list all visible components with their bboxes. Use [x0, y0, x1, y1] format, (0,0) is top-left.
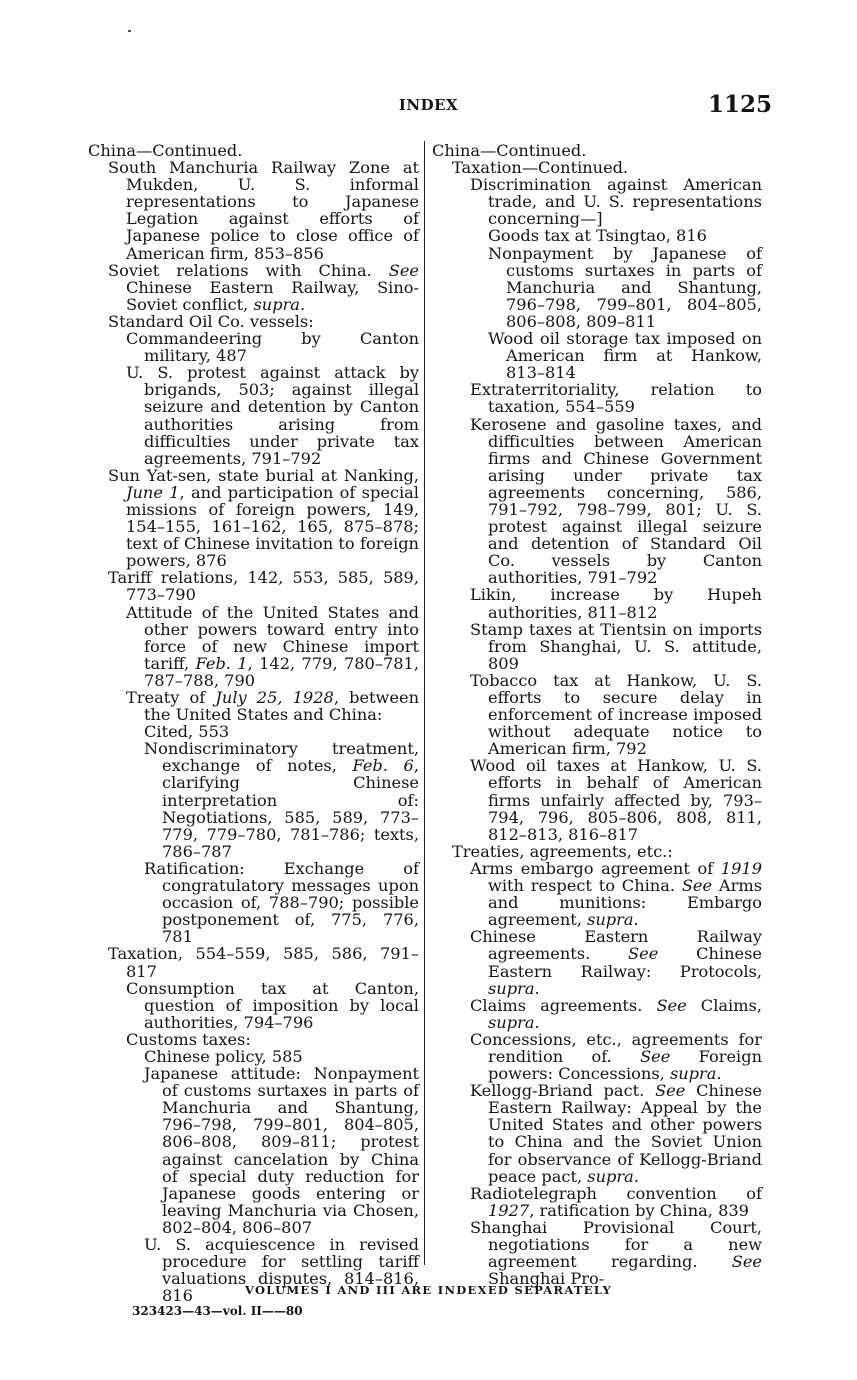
index-entry: Extraterritoriality, relation to taxation, 554–559 [470, 380, 762, 417]
stray-mark [128, 30, 131, 32]
index-entry: Goods tax at Tsingtao, 816 [488, 226, 707, 246]
index-entry: Standard Oil Co. vessels: [108, 311, 314, 331]
index-entry: Discrimination against American trade, and U. S. representations concerning—] [470, 175, 762, 229]
index-entry: Consumption tax at Canton, question of imposition by local authorities, 794–796 [126, 978, 419, 1032]
index-entry: Stamp taxes at Tientsin on imports from Shanghai, U. S. attitude, 809 [470, 619, 762, 673]
index-entry: Taxation—Continued. [452, 158, 629, 178]
index-column-right [432, 142, 762, 1287]
index-entry: Chinese Eastern Railway agreements. See Chinese Eastern Railway: Protocols, supra. [470, 927, 762, 998]
index-entry: Kerosene and gasoline taxes, and difficulties between American firms and Chinese Government arising under private tax agreements concerning, 586, 791–792, 798–799, 801; U. S. protest against illegal seizure and detention of Standard Oil Co. vessels by Canton authorities, 791–792 [470, 414, 762, 588]
index-entry: Cited, 553 [144, 722, 230, 742]
index-entry: Soviet relations with China. See Chinese Eastern Railway, Sino-Soviet conflict, supra. [108, 260, 419, 314]
index-entry: Chinese policy, 585 [144, 1046, 303, 1066]
index-entry: Nondiscriminatory treatment, exchange of notes, Feb. 6, clarifying Chinese interpretation of: Negotiations, 585, 589, 773–779, 779–780, 781–786; texts, 786–787 [144, 739, 419, 861]
footer-note: VOLUMES I AND III ARE INDEXED SEPARATELY [244, 1283, 613, 1297]
index-entry: Likin, increase by Hupeh authorities, 811–812 [470, 585, 762, 622]
index-entry: Tariff relations, 142, 553, 585, 589, 773–790 [108, 568, 419, 605]
index-entry: Arms embargo agreement of 1919 with respect to China. See Arms and munitions: Embargo agreement, supra. [470, 858, 762, 930]
index-entry: Concessions, etc., agreements for rendition of. See Foreign powers: Concessions, supra. [470, 1029, 762, 1084]
index-entry: Claims agreements. See Claims, supra. [470, 995, 763, 1032]
index-entry: Sun Yat-sen, state burial at Nanking, June 1, and participation of special missions of foreign powers, 149, 154–155, 161–162, 165, 875–878; text of Chinese invitation to foreign powers, 876 [108, 465, 419, 571]
index-column-left [88, 142, 419, 1304]
index-entry: U. S. protest against attack by brigands, 503; against illegal seizure and detention by Canton authorities arising from difficulties under private tax agreements, 791–792 [126, 363, 419, 468]
index-entry: Kellogg-Briand pact. See Chinese Eastern Railway: Appeal by the United States and other powers to China and the Soviet Union for observance of Kellogg-Briand peace pact, supra. [470, 1081, 762, 1186]
index-entry: Wood oil storage tax imposed on American firm at Hankow, 813–814 [488, 329, 762, 383]
index-entry: Taxation, 554–559, 585, 586, 791–817 [108, 944, 419, 981]
index-entry: Customs taxes: [126, 1029, 251, 1049]
index-entry: Wood oil taxes at Hankow, U. S. efforts in behalf of American firms unfairly affected by, 793–794, 796, 805–806, 808, 811, 812–813, 816–817 [470, 756, 762, 844]
index-entry: South Manchuria Railway Zone at Mukden, U. S. informal representations to Japanese Legation against efforts of Japanese police to close office of American firm, 853–856 [108, 158, 419, 263]
index-entry: Attitude of the United States and other powers toward entry into force of new Chinese import tariff, Feb. 1, 142, 779, 780–781, 787–788, 790 [126, 602, 419, 690]
page-number: 1125 [708, 91, 773, 118]
index-entry: Shanghai Provisional Court, negotiations for a new agreement regarding. See Shanghai Pro- [470, 1217, 762, 1289]
index-entry: Treaties, agreements, etc.: [452, 841, 673, 861]
index-entry: China—Continued. [88, 141, 243, 160]
index-entry: Treaty of July 25, 1928, between the United States and China: [126, 688, 420, 725]
index-entry: U. S. acquiescence in revised procedure for settling tariff valuations disputes, 814–816, 816 [144, 1235, 419, 1306]
index-entry: Nonpayment by Japanese of customs surtaxes in parts of Manchuria and Shantung, 796–798, 799–801, 804–805, 806–808, 809–811 [488, 243, 762, 331]
printer-imprint: 323423—43—vol. II——80 [132, 1304, 303, 1318]
column-divider [424, 141, 425, 1265]
index-entry: China—Continued. [432, 141, 587, 160]
index-entry: Tobacco tax at Hankow, U. S. efforts to secure delay in enforcement of increase imposed without adequate notice to American firm, 792 [470, 670, 762, 759]
index-entry: Commandeering by Canton military, 487 [126, 329, 419, 366]
running-head: INDEX [398, 96, 459, 114]
index-entry: Radiotelegraph convention of 1927, ratification by China, 839 [470, 1183, 762, 1220]
index-entry: Japanese attitude: Nonpayment of customs surtaxes in parts of Manchuria and Shantung, 796–798, 799–801, 804–805, 806–808, 809–811; protest against cancelation by China of special duty reduction for Japanese goods entering or leaving Manchuria via Chosen, 802–804, 806–807 [144, 1064, 419, 1237]
index-entry: Ratification: Exchange of congratulatory messages upon occasion of, 788–790; possible postponement of, 775, 776, 781 [144, 858, 419, 947]
